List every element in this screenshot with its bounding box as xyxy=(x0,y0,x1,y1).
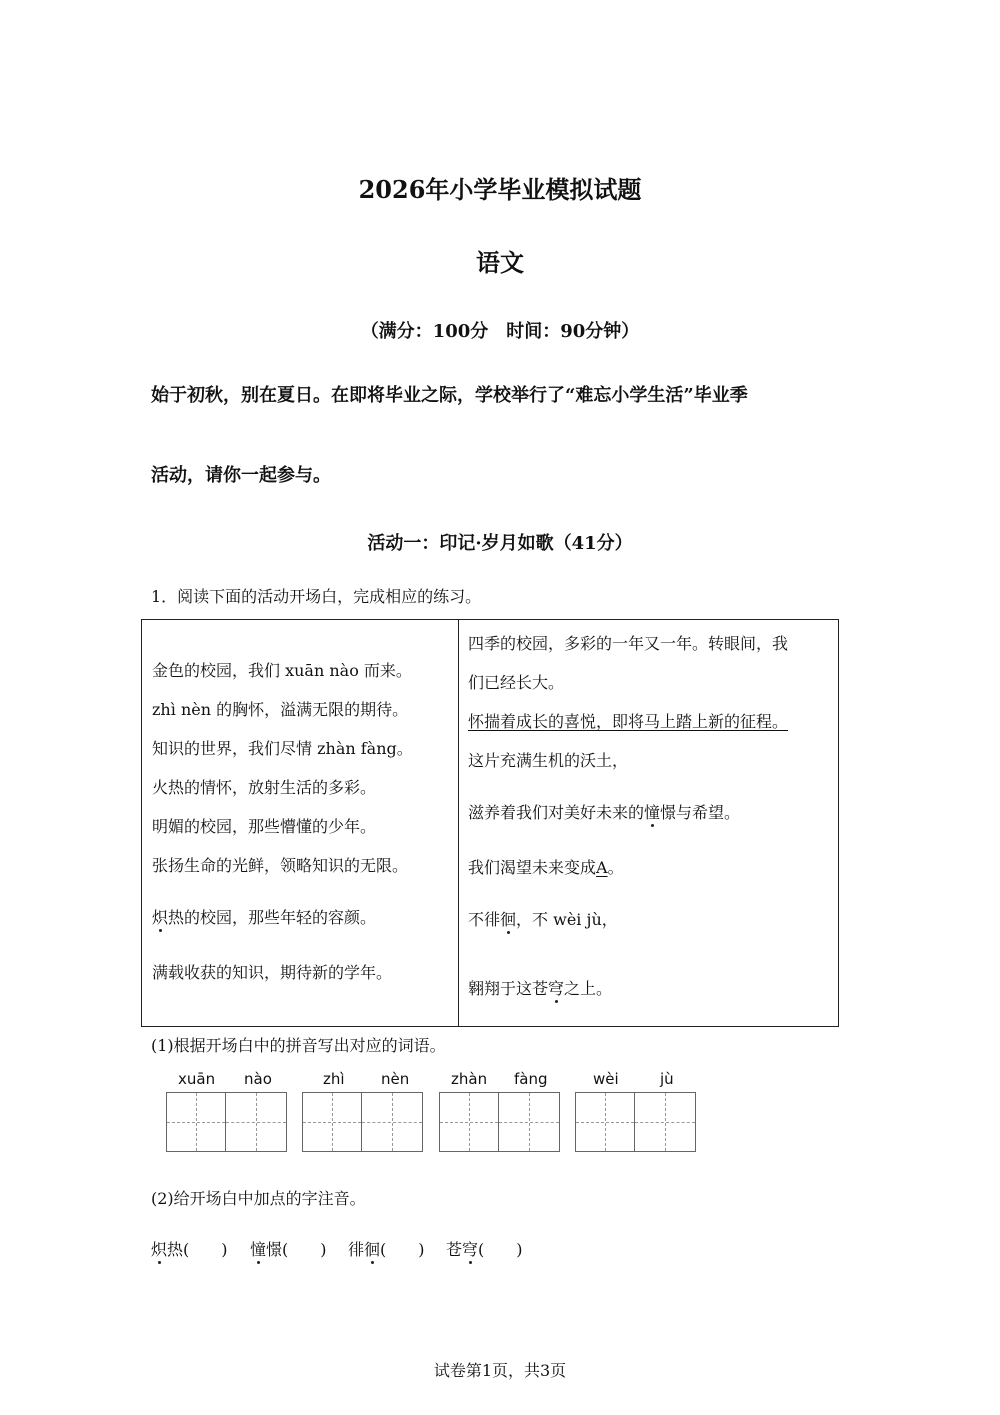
right-poem-line: 我们渴望未来变成A。 xyxy=(468,858,624,877)
intro-line-1: 始于初秋，别在夏日。在即将毕业之际，学校举行了“难忘小学生活”毕业季 xyxy=(151,385,748,406)
dotted-char: 徊 xyxy=(500,907,516,930)
grid-cell[interactable] xyxy=(635,1092,696,1152)
subject-title: 语文 xyxy=(476,248,524,277)
pinyin-label: nèn xyxy=(381,1070,410,1088)
grid-cell[interactable] xyxy=(499,1092,560,1152)
subquestion-2: (2)给开场白中加点的字注音。 xyxy=(151,1189,366,1208)
grid-cell[interactable] xyxy=(226,1092,287,1152)
left-poem-line: 金色的校园，我们 xuān nào 而来。 xyxy=(152,661,412,680)
grid-cell[interactable] xyxy=(362,1092,423,1152)
page-footer: 试卷第1页，共3页 xyxy=(433,1361,567,1380)
left-poem-line: 张扬生命的光鲜，领略知识的无限。 xyxy=(152,856,409,875)
left-poem-line: 火热的情怀，放射生活的多彩。 xyxy=(152,778,377,797)
pinyin-label: zhì xyxy=(323,1070,345,1088)
right-poem-line: 翱翔于这苍穹之上。 xyxy=(468,976,612,999)
writing-grid[interactable] xyxy=(302,1092,423,1154)
dotted-char: 憧 xyxy=(644,800,660,823)
pinyin-label: nào xyxy=(244,1070,272,1088)
writing-grid[interactable] xyxy=(166,1092,287,1154)
right-poem-line: 滋养着我们对美好未来的憧憬与希望。 xyxy=(468,800,740,823)
writing-grid[interactable] xyxy=(439,1092,560,1154)
left-poem-line: 炽热的校园，那些年轻的容颜。 xyxy=(152,905,376,928)
writing-grid[interactable] xyxy=(575,1092,696,1154)
question-1-prompt: 1．阅读下面的活动开场白，完成相应的练习。 xyxy=(151,587,482,606)
annotate-item[interactable]: 苍穹( ) xyxy=(446,1237,523,1260)
dotted-char: 穹 xyxy=(548,976,564,999)
annotate-item[interactable]: 憧憬( ) xyxy=(250,1237,327,1260)
grid-cell[interactable] xyxy=(439,1092,499,1152)
intro-line-2: 活动，请你一起参与。 xyxy=(151,465,331,486)
right-poem-line: 四季的校园，多彩的一年又一年。转眼间，我 xyxy=(468,634,789,653)
left-poem-line: 知识的世界，我们尽情 zhàn fàng。 xyxy=(152,739,413,758)
pinyin-label: xuān xyxy=(178,1070,216,1088)
right-poem-line: 这片充满生机的沃土， xyxy=(468,751,629,770)
exam-info: （满分：100分 时间：90分钟） xyxy=(360,321,640,342)
table-divider xyxy=(458,620,459,1026)
blank-a: A xyxy=(596,858,608,877)
left-poem-line: 明媚的校园，那些懵懂的少年。 xyxy=(152,817,377,836)
subquestion-1: (1)根据开场白中的拼音写出对应的词语。 xyxy=(151,1036,446,1055)
activity-title: 活动一：印记·岁月如歌（41分） xyxy=(367,533,633,554)
pinyin-label: zhàn xyxy=(451,1070,488,1088)
annotate-item[interactable]: 徘徊( ) xyxy=(348,1237,425,1260)
opening-speech-table xyxy=(141,619,839,1027)
right-poem-line: 们已经长大。 xyxy=(468,673,565,692)
grid-cell[interactable] xyxy=(166,1092,226,1152)
grid-cell[interactable] xyxy=(302,1092,362,1152)
exam-title: 2026年小学毕业模拟试题 xyxy=(358,175,642,204)
right-poem-line: 不徘徊，不 wèi jù， xyxy=(468,907,618,930)
left-poem-line: 满载收获的知识，期待新的学年。 xyxy=(152,963,393,982)
pinyin-label: fàng xyxy=(514,1070,548,1088)
underlined-sentence: 怀揣着成长的喜悦，即将马上踏上新的征程。 xyxy=(468,712,789,731)
dotted-char: 炽 xyxy=(152,905,168,928)
annotate-item[interactable]: 炽热( ) xyxy=(151,1237,228,1260)
pinyin-label: wèi xyxy=(593,1070,619,1088)
grid-cell[interactable] xyxy=(575,1092,635,1152)
pinyin-label: jù xyxy=(660,1070,674,1088)
left-poem-line: zhì nèn 的胸怀，溢满无限的期待。 xyxy=(152,700,409,719)
